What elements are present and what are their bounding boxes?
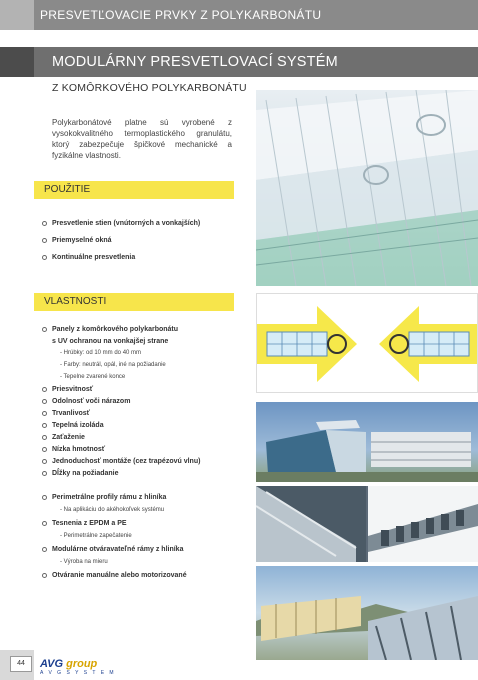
- header-title: PRESVETĽOVACIE PRVKY Z POLYKARBONÁTU: [40, 8, 322, 22]
- list-item: Jednoduchosť montáže (cez trapézovú vlnu): [42, 458, 200, 465]
- bullet-circle-icon: [42, 423, 47, 428]
- list-item: Nízka hmotnosť: [42, 446, 105, 453]
- logo-group: group: [66, 658, 98, 670]
- section-vlastnosti-title: VLASTNOSTI: [44, 296, 107, 307]
- list-subitem: - Farby: neutrál, opál, iné na požiadanie: [60, 362, 166, 368]
- bullet-circle-icon: [42, 471, 47, 476]
- bullet-circle-icon: [42, 521, 47, 526]
- list-subitem: - Hrúbky: od 10 mm do 40 mm: [60, 350, 142, 356]
- avg-logo: [40, 658, 116, 676]
- hero-accent: [0, 47, 34, 77]
- list-item: Kontinuálne presvetlenia: [42, 254, 135, 261]
- list-item: Odolnosť voči nárazom: [42, 398, 130, 405]
- hero-title: MODULÁRNY PRESVETLOVACÍ SYSTÉM: [52, 54, 338, 70]
- bullet-circle-icon: [42, 221, 47, 226]
- bullet-circle-icon: [42, 573, 47, 578]
- list-item: Zaťaženie: [42, 434, 85, 441]
- list-item-continuation: s UV ochranou na vonkajšej strane: [52, 338, 169, 345]
- bullet-circle-icon: [42, 255, 47, 260]
- list-item: Tepelná izoláda: [42, 422, 104, 429]
- intro-paragraph: Polykarbonátové platne sú vyrobené z vysokokvalitného termoplastického granulátu, ktorý zabezpečuje špičkové mechanické a fyzikálne vlastnosti.: [52, 118, 232, 160]
- top-header-bar: [0, 0, 478, 30]
- bullet-circle-icon: [42, 459, 47, 464]
- list-item: Otváranie manuálne alebo motorizované: [42, 572, 187, 579]
- list-item: Tesnenia z EPDM a PE: [42, 520, 127, 527]
- list-item: Panely z komôrkového polykarbonátu: [42, 326, 178, 333]
- list-item: Dĺžky na požiadanie: [42, 470, 119, 477]
- header-accent: [0, 0, 34, 30]
- list-item: Priemyselné okná: [42, 237, 112, 244]
- bullet-circle-icon: [42, 238, 47, 243]
- section-pouzitie-title: POUŽITIE: [44, 184, 91, 195]
- page-subtitle: Z KOMÔRKOVÉHO POLYKARBONÁTU: [52, 82, 247, 94]
- frames-photo: [256, 486, 478, 562]
- logo-sub: A V G S Y S T E M: [40, 670, 116, 676]
- building-photo: [256, 402, 478, 482]
- bullet-circle-icon: [42, 547, 47, 552]
- list-subitem: - Na aplikáciu do akéhokoľvek systému: [60, 507, 165, 513]
- hero-bar: [0, 47, 478, 77]
- polycarbonate-panels-photo: [256, 90, 478, 286]
- list-item: Trvanlivosť: [42, 410, 90, 417]
- section-vlastnosti: [34, 293, 234, 311]
- bullet-circle-icon: [42, 435, 47, 440]
- list-subitem: - Perimetrálne zapečatenie: [60, 533, 132, 539]
- bullet-circle-icon: [42, 411, 47, 416]
- bullet-circle-icon: [42, 495, 47, 500]
- bullet-circle-icon: [42, 399, 47, 404]
- bullet-circle-icon: [42, 447, 47, 452]
- logo-main: AVG: [40, 658, 64, 670]
- panel-joint-diagram: [256, 293, 478, 393]
- bullet-circle-icon: [42, 387, 47, 392]
- list-item: Presvetlenie stien (vnútorných a vonkajších): [42, 220, 200, 227]
- list-item: Modulárne otváravateľné rámy z hliníka: [42, 546, 183, 553]
- list-item: Perimetrálne profily rámu z hliníka: [42, 494, 166, 501]
- skylight-roof-photo: [256, 566, 478, 660]
- bullet-circle-icon: [42, 327, 47, 332]
- section-pouzitie: [34, 181, 234, 199]
- page-number: 44: [10, 656, 32, 672]
- list-subitem: - Tepelne zvarené konce: [60, 374, 126, 380]
- list-subitem: - Výroba na mieru: [60, 559, 108, 565]
- list-item: Priesvitnosť: [42, 386, 93, 393]
